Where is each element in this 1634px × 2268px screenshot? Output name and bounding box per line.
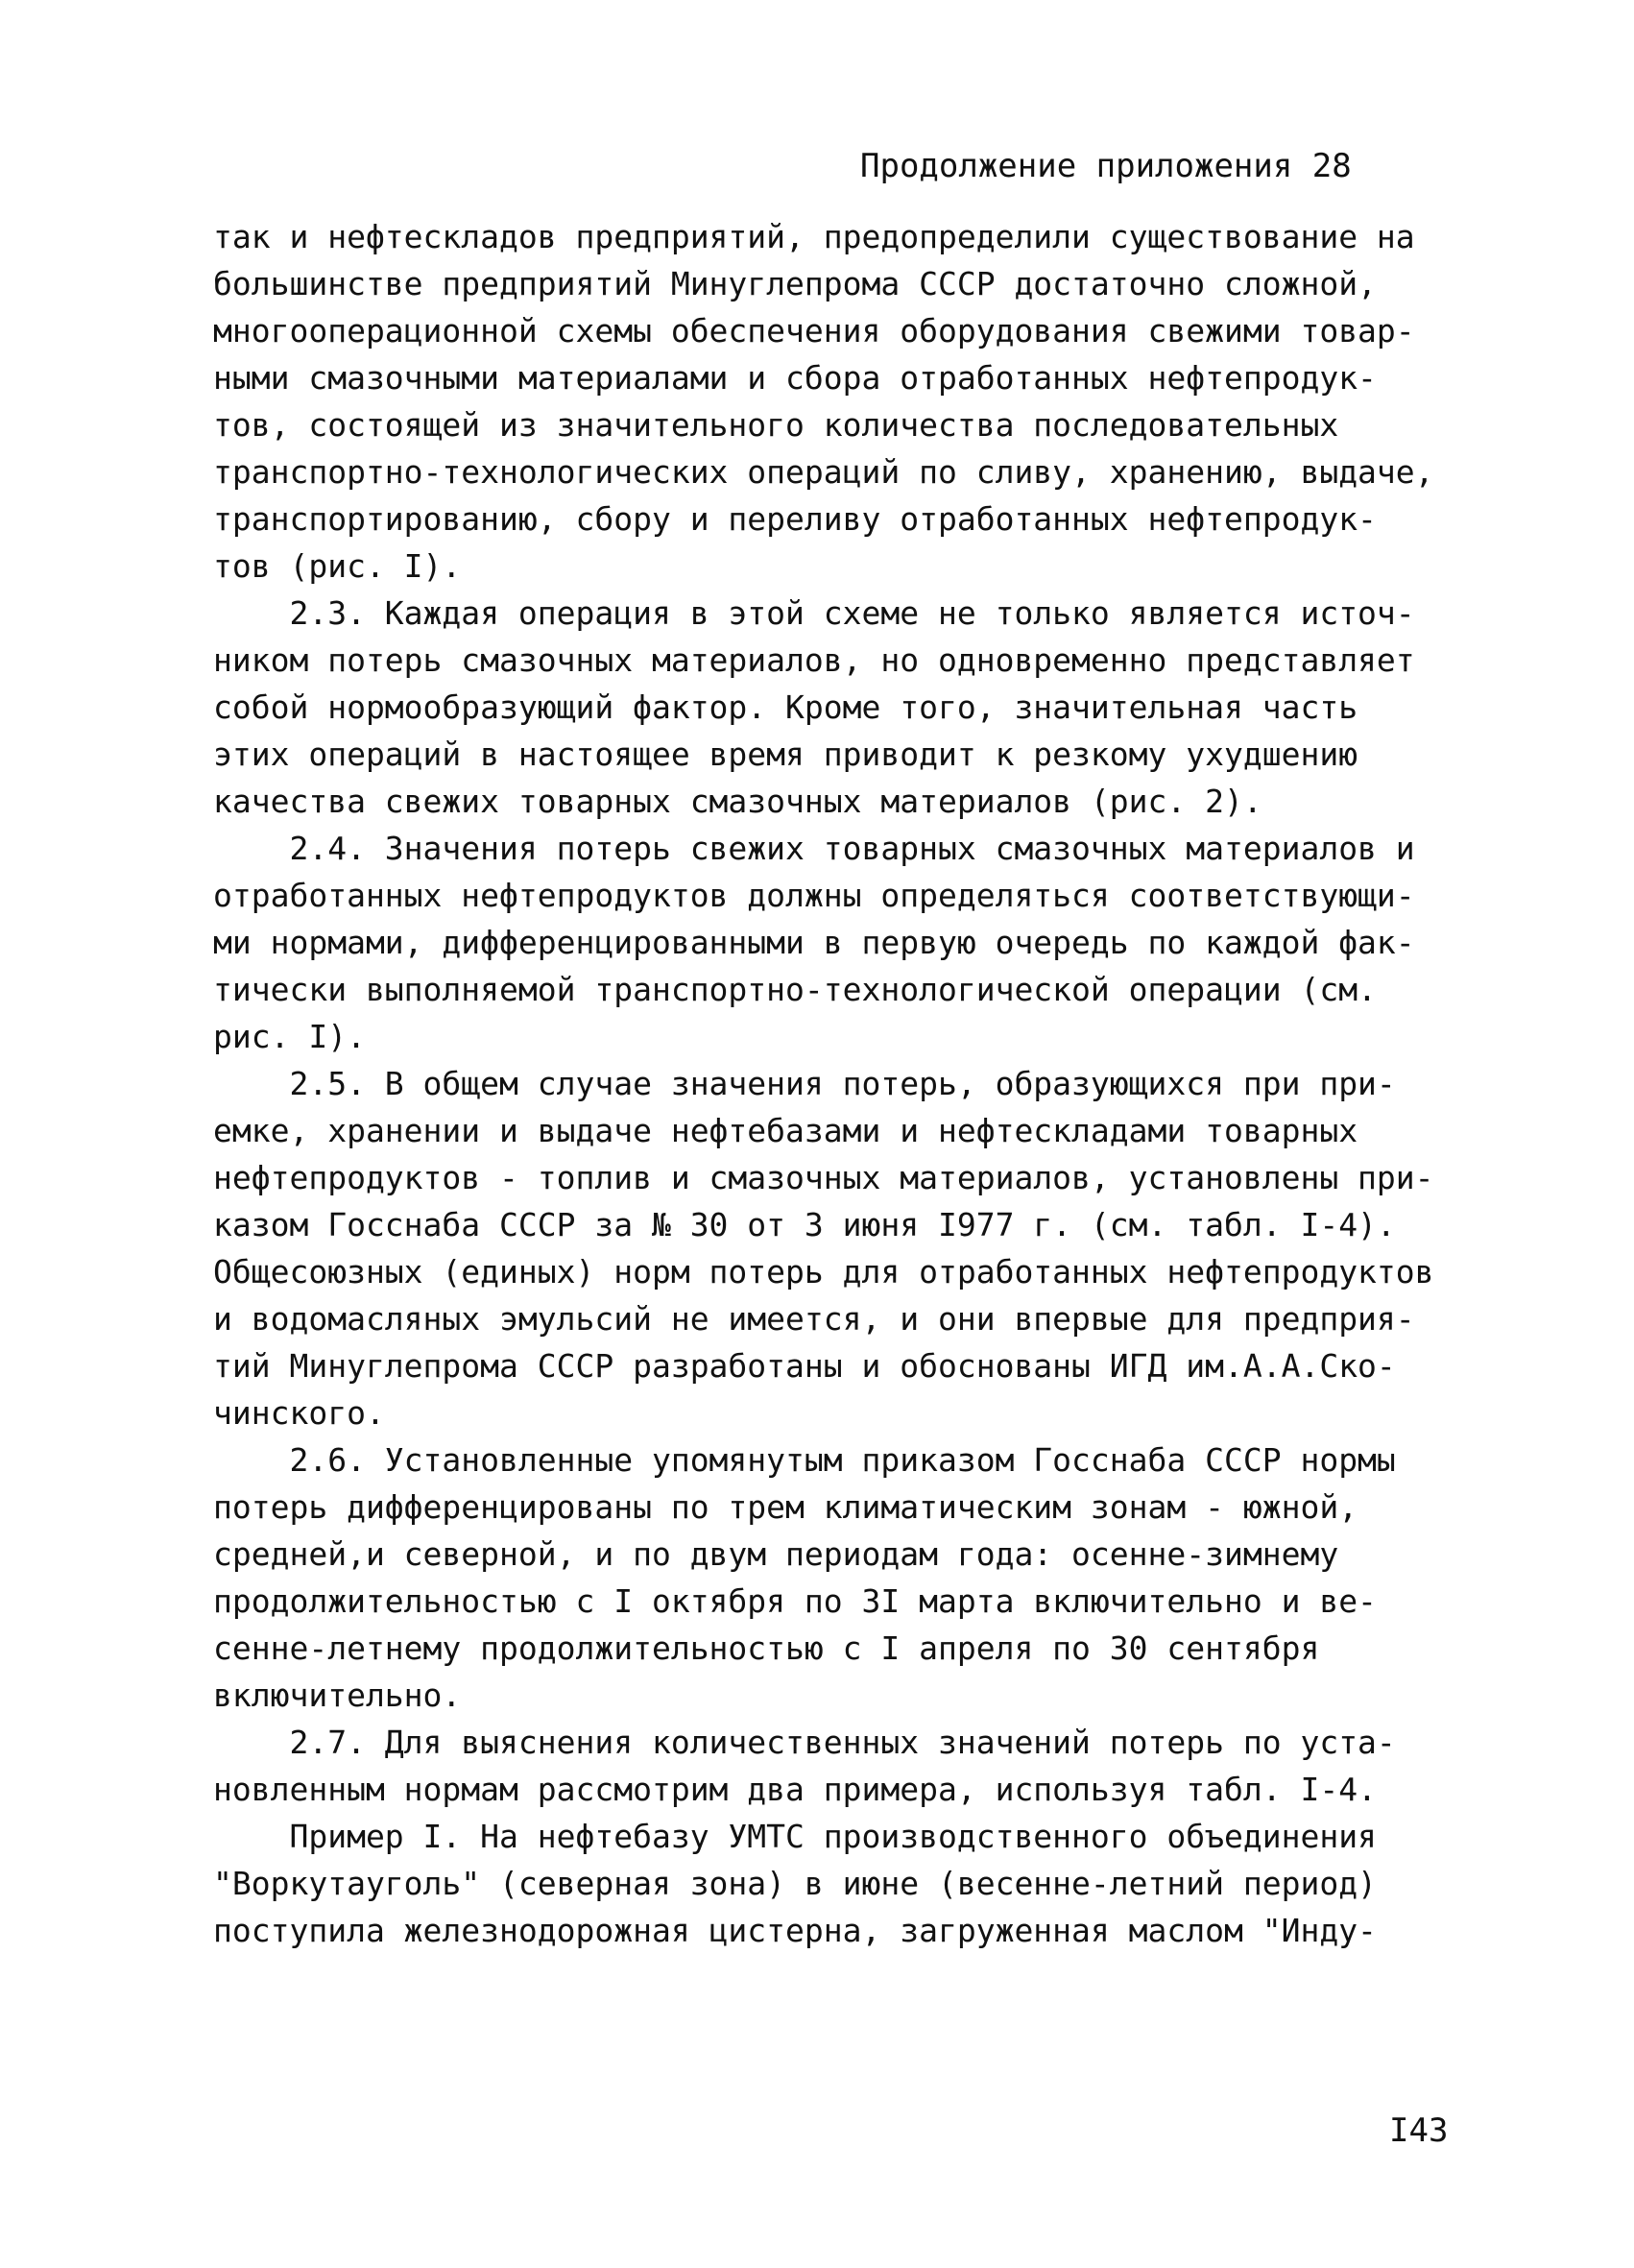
text-line: транспортно-технологических операций по сливу, хранению, выдаче, — [213, 453, 1434, 491]
text-line: качества свежих товарных смазочных материалов (рис. 2). — [213, 783, 1262, 820]
paragraph-2-4-start: 2.4. Значения потерь свежих товарных смазочных материалов и — [213, 830, 1415, 867]
text-line: рис. I). — [213, 1018, 366, 1055]
text-line: тически выполняемой транспортно-технологической операции (см. — [213, 971, 1377, 1008]
text-line: тов, состоящей из значительного количества последовательных — [213, 406, 1339, 444]
appendix-continuation-header: Продолжение приложения 28 — [860, 147, 1352, 185]
paragraph-2-5-start: 2.5. В общем случае значения потерь, образующихся при при- — [213, 1065, 1396, 1102]
text-line: ником потерь смазочных материалов, но одновременно представляет — [213, 641, 1415, 679]
text-line: средней,и северной, и по двум периодам года: осенне-зимнему — [213, 1535, 1339, 1573]
text-line: транспортированию, сбору и переливу отработанных нефтепродук- — [213, 500, 1377, 538]
text-line: чинского. — [213, 1394, 385, 1432]
text-line: так и нефтескладов предприятий, предопределили существование на — [213, 218, 1415, 255]
example-1-start: Пример I. На нефтебазу УМТС производственного объединения — [213, 1818, 1377, 1855]
text-line: ми нормами, дифференцированными в первую очередь по каждой фак- — [213, 924, 1415, 961]
text-line: "Воркутауголь" (северная зона) в июне (весенне-летний период) — [213, 1865, 1377, 1902]
text-line: сенне-летнему продолжительностью с I апреля по 30 сентября — [213, 1629, 1320, 1667]
text-line: продолжительностью с I октября по 3I марта включительно и ве- — [213, 1582, 1377, 1620]
paragraph-2-7-start: 2.7. Для выяснения количественных значений потерь по уста- — [213, 1724, 1396, 1761]
text-line: этих операций в настоящее время приводит к резкому ухудшению — [213, 736, 1358, 773]
text-line: ными смазочными материалами и сбора отработанных нефтепродук- — [213, 359, 1377, 397]
text-line: отработанных нефтепродуктов должны определяться соответствующи- — [213, 877, 1415, 914]
text-line: емке, хранении и выдаче нефтебазами и нефтескладами товарных — [213, 1112, 1358, 1149]
text-line: тий Минуглепрома СССР разработаны и обоснованы ИГД им.А.А.Ско- — [213, 1347, 1396, 1385]
text-line: поступила железнодорожная цистерна, загруженная маслом "Инду- — [213, 1912, 1377, 1949]
text-line: многооперационной схемы обеспечения оборудования свежими товар- — [213, 312, 1415, 350]
text-line: собой нормообразующий фактор. Кроме того, значительная часть — [213, 688, 1358, 726]
text-line: нефтепродуктов - топлив и смазочных материалов, установлены при- — [213, 1159, 1434, 1196]
paragraph-2-3-start: 2.3. Каждая операция в этой схеме не только является источ- — [213, 594, 1415, 632]
text-line: потерь дифференцированы по трем климатическим зонам - южной, — [213, 1488, 1358, 1526]
text-line: тов (рис. I). — [213, 547, 462, 585]
text-line: и водомасляных эмульсий не имеется, и они впервые для предприя- — [213, 1300, 1415, 1338]
paragraph-2-6-start: 2.6. Установленные упомянутым приказом Госснаба СССР нормы — [213, 1441, 1396, 1479]
document-body — [213, 213, 1461, 1954]
text-line: Общесоюзных (единых) норм потерь для отработанных нефтепродуктов — [213, 1253, 1434, 1291]
page-number: I43 — [1389, 2111, 1449, 2150]
text-line: большинстве предприятий Минуглепрома СССР достаточно сложной, — [213, 265, 1377, 302]
text-line: казом Госснаба СССР за № 30 от 3 июня I977 г. (см. табл. I-4). — [213, 1206, 1396, 1243]
text-line: включительно. — [213, 1677, 462, 1714]
text-line: новленным нормам рассмотрим два примера, используя табл. I-4. — [213, 1771, 1377, 1808]
